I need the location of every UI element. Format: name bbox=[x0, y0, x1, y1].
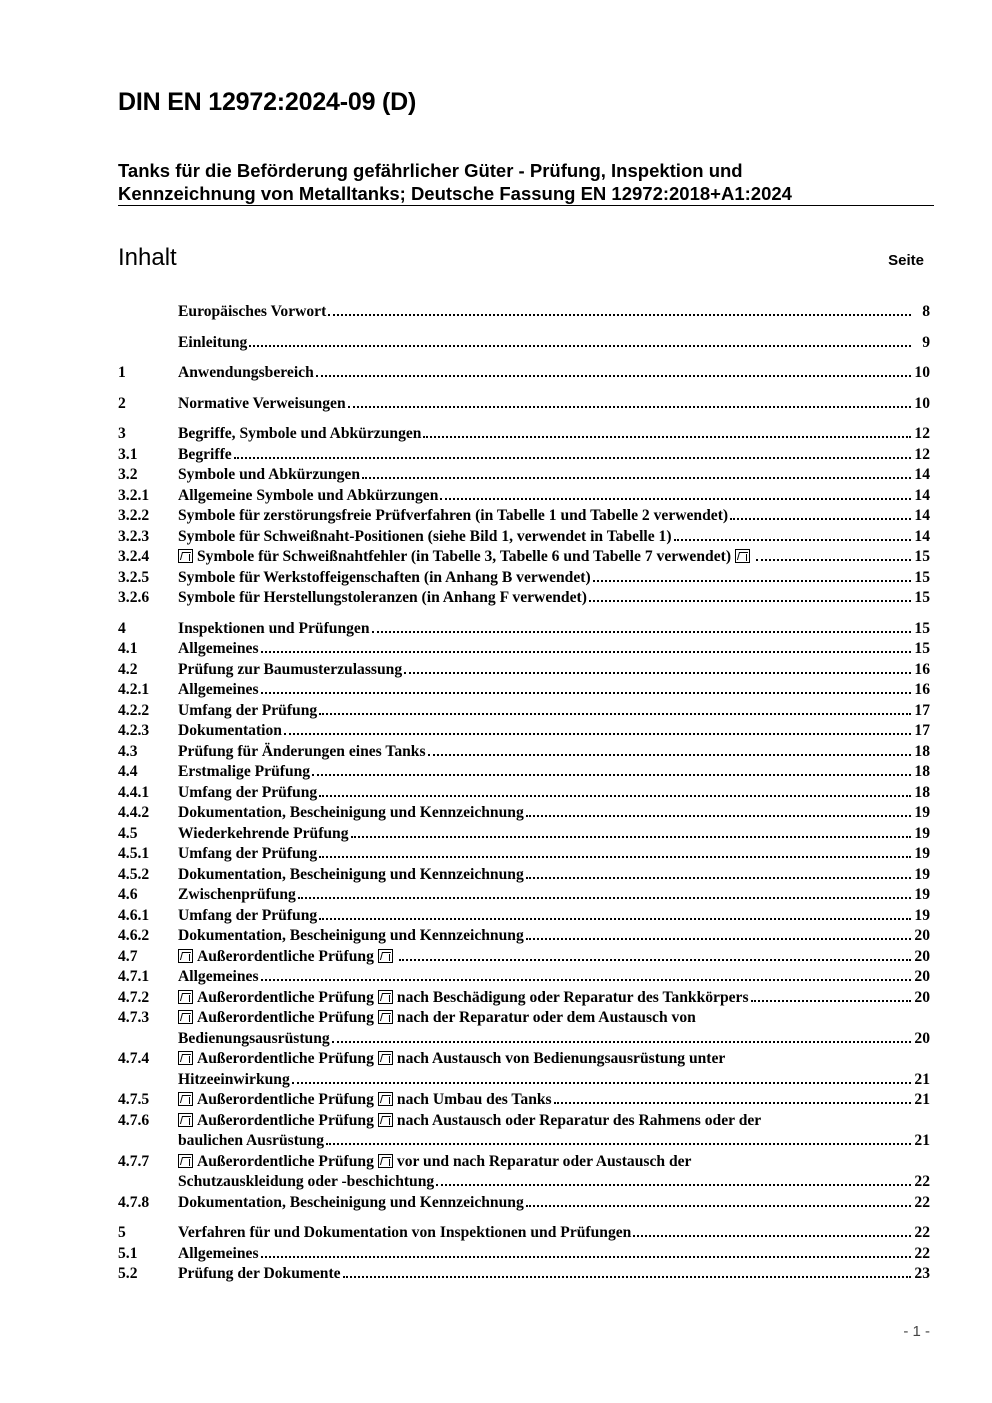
toc-page-number: 15 bbox=[914, 589, 930, 606]
toc-entry[interactable] bbox=[118, 486, 930, 507]
toc-entry-title: Einleitung bbox=[178, 333, 248, 351]
amendment-start-icon bbox=[178, 990, 193, 1004]
toc-leader-dots bbox=[261, 1256, 911, 1258]
toc-leader-dots bbox=[351, 836, 911, 838]
toc-entry-number: 4.6.1 bbox=[118, 906, 150, 924]
toc-entry[interactable] bbox=[118, 588, 930, 609]
toc-entry-title: Prüfung für Änderungen eines Tanks bbox=[178, 742, 426, 760]
toc-group-gap bbox=[118, 384, 930, 394]
toc-entry[interactable] bbox=[118, 906, 930, 927]
toc-page-number: 15 bbox=[914, 619, 930, 637]
toc-page-number: 23 bbox=[914, 1265, 930, 1282]
toc-entry-title: Außerordentliche Prüfung bbox=[197, 1111, 374, 1129]
toc-leader-dots bbox=[436, 1184, 911, 1186]
toc-entry[interactable] bbox=[118, 1049, 930, 1090]
toc-entry-title: Symbole für Schweißnahtfehler (in Tabelle 3, Tabelle 6 und Tabelle 7 verwendet) bbox=[197, 548, 732, 565]
toc-group-gap bbox=[118, 414, 930, 424]
toc-entry[interactable] bbox=[118, 844, 930, 865]
page-footer-number: - 1 - bbox=[903, 1323, 930, 1340]
amendment-start-icon bbox=[178, 1010, 193, 1024]
toc-leader-dots bbox=[332, 1041, 911, 1043]
toc-page-number: 21 bbox=[914, 1091, 930, 1108]
toc-page-number: 19 bbox=[914, 865, 930, 883]
amendment-start-icon bbox=[178, 1092, 193, 1106]
toc-leader-dots bbox=[316, 375, 911, 377]
toc-page-number: 10 bbox=[914, 394, 930, 412]
toc-entry[interactable] bbox=[118, 701, 930, 722]
toc-entry[interactable] bbox=[118, 885, 930, 906]
toc-entry[interactable] bbox=[118, 547, 930, 568]
toc-entry-title: Prüfung der Dokumente bbox=[178, 1265, 341, 1282]
toc-page-column-label: Seite bbox=[888, 252, 924, 269]
toc-leader-dots bbox=[674, 539, 911, 541]
amendment-start-icon bbox=[178, 1154, 193, 1168]
toc-entry-number: 4.4 bbox=[118, 763, 138, 780]
toc-entry-title: Symbole für Herstellungstoleranzen (in Anhang F verwendet) bbox=[178, 589, 587, 606]
amendment-start-icon bbox=[178, 1113, 193, 1127]
doc-title-line-1: Tanks für die Beförderung gefährlicher Güter - Prüfung, Inspektion und bbox=[118, 160, 743, 181]
toc-entry-number: 4.7 bbox=[118, 947, 138, 965]
toc-entry[interactable] bbox=[118, 803, 930, 824]
toc-entry-title: Symbole für Werkstoffeigenschaften (in Anhang B verwendet) bbox=[178, 568, 591, 586]
toc-entry[interactable] bbox=[118, 926, 930, 947]
toc-leader-dots bbox=[261, 651, 911, 653]
toc-leader-dots bbox=[404, 672, 911, 674]
toc-entry[interactable] bbox=[118, 639, 930, 660]
toc-page-number: 17 bbox=[914, 722, 930, 739]
toc-entry[interactable] bbox=[118, 1111, 930, 1152]
toc-entry-number: 5.1 bbox=[118, 1244, 138, 1262]
toc-entry-number: 4.7.6 bbox=[118, 1111, 150, 1129]
toc-leader-dots bbox=[328, 314, 911, 316]
toc-leader-dots bbox=[526, 938, 911, 940]
toc-entry-title-cont: nach der Reparatur oder dem Austausch von bbox=[396, 1009, 696, 1026]
toc-page-number: 19 bbox=[914, 804, 930, 821]
toc-leader-dots bbox=[362, 477, 911, 479]
toc-entry-number: 5.2 bbox=[118, 1265, 138, 1282]
amendment-end-icon bbox=[735, 549, 750, 563]
toc-page-number: 19 bbox=[914, 906, 930, 924]
toc-entry-number: 4.7.4 bbox=[118, 1050, 150, 1067]
toc-entry-number: 5 bbox=[118, 1224, 126, 1241]
toc-page-number: 8 bbox=[922, 303, 930, 320]
toc-entry-number: 2 bbox=[118, 394, 126, 412]
toc-entry[interactable] bbox=[118, 506, 930, 527]
amendment-end-icon bbox=[378, 990, 393, 1004]
toc-page-number: 22 bbox=[914, 1193, 930, 1211]
toc-entry-number: 3.2.1 bbox=[118, 486, 150, 504]
toc-entry-title: Wiederkehrende Prüfung bbox=[178, 824, 349, 842]
toc-entry-title: Außerordentliche Prüfung bbox=[197, 1091, 374, 1108]
toc-entry-title: Bedienungsausrüstung bbox=[178, 1029, 330, 1047]
toc-entry-title: Dokumentation, Bescheinigung und Kennzeichnung bbox=[178, 1193, 524, 1211]
toc-page-number: 12 bbox=[914, 425, 930, 442]
toc-leader-dots bbox=[249, 345, 911, 347]
title-divider bbox=[118, 205, 934, 206]
toc-group-gap bbox=[118, 609, 930, 619]
toc-entry-title-cont: nach Beschädigung oder Reparatur des Tankkörpers bbox=[396, 988, 749, 1006]
toc-page-number: 14 bbox=[914, 466, 930, 483]
toc-leader-dots bbox=[234, 457, 911, 459]
toc-entry-title: Allgemeines bbox=[178, 640, 259, 657]
toc-leader-dots bbox=[751, 1000, 911, 1002]
toc-page-number: 9 bbox=[922, 333, 930, 351]
toc-leader-dots bbox=[428, 754, 911, 756]
toc-leader-dots bbox=[292, 1082, 911, 1084]
toc-entry-title: Dokumentation, Bescheinigung und Kennzeichnung bbox=[178, 804, 524, 821]
toc-entry[interactable] bbox=[118, 394, 930, 415]
toc-page-number: 20 bbox=[914, 927, 930, 944]
toc-leader-dots bbox=[298, 897, 911, 899]
toc-entry-number: 4.7.2 bbox=[118, 988, 150, 1006]
toc-entry-title: Außerordentliche Prüfung bbox=[197, 1050, 374, 1067]
toc-entry-title-cont: nach Austausch oder Reparatur des Rahmens oder der bbox=[396, 1111, 762, 1129]
toc-entry-title: Allgemeines bbox=[178, 1244, 259, 1262]
toc-entry-number: 4.7.8 bbox=[118, 1193, 150, 1211]
toc-entry[interactable] bbox=[118, 424, 930, 445]
toc-leader-dots bbox=[633, 1235, 911, 1237]
toc-entry-title: Begriffe, Symbole und Abkürzungen bbox=[178, 425, 422, 442]
toc-leader-dots bbox=[319, 713, 911, 715]
toc-group-gap bbox=[118, 353, 930, 363]
toc-entry[interactable] bbox=[118, 947, 930, 968]
toc-entry-title: Umfang der Prüfung bbox=[178, 701, 318, 719]
toc-page-number: 22 bbox=[914, 1244, 930, 1262]
amendment-end-icon bbox=[378, 1113, 393, 1127]
toc-leader-dots bbox=[589, 600, 911, 602]
toc-entry-title: Dokumentation bbox=[178, 722, 282, 739]
table-of-contents bbox=[118, 302, 930, 1285]
toc-leader-dots bbox=[348, 406, 911, 408]
toc-page-number: 19 bbox=[914, 845, 930, 862]
toc-entry-title: Allgemeines bbox=[178, 681, 259, 698]
toc-entry-number: 4.7.3 bbox=[118, 1009, 150, 1026]
toc-leader-dots bbox=[526, 877, 911, 879]
toc-leader-dots bbox=[756, 559, 911, 561]
toc-entry-number: 4.7.5 bbox=[118, 1091, 150, 1108]
amendment-start-icon bbox=[178, 949, 193, 963]
toc-page-number: 20 bbox=[914, 947, 930, 965]
toc-page-number: 19 bbox=[914, 824, 930, 842]
toc-entry[interactable] bbox=[118, 988, 930, 1009]
toc-entry-title: Allgemeines bbox=[178, 968, 259, 985]
toc-entry-number: 3.2.5 bbox=[118, 568, 150, 586]
toc-leader-dots bbox=[326, 1143, 911, 1145]
toc-entry[interactable] bbox=[118, 680, 930, 701]
toc-entry[interactable] bbox=[118, 302, 930, 323]
toc-entry[interactable] bbox=[118, 1193, 930, 1214]
toc-entry[interactable] bbox=[118, 742, 930, 763]
toc-leader-dots bbox=[261, 692, 911, 694]
amendment-start-icon bbox=[178, 1051, 193, 1065]
toc-entry-number: 3.2.6 bbox=[118, 589, 150, 606]
toc-entry-title: Erstmalige Prüfung bbox=[178, 763, 311, 780]
toc-entry-title-cont: nach Umbau des Tanks bbox=[396, 1091, 552, 1108]
toc-entry-number: 3 bbox=[118, 425, 126, 442]
toc-entry-number: 4.5 bbox=[118, 824, 138, 842]
toc-entry[interactable] bbox=[118, 865, 930, 886]
toc-entry-number: 3.2 bbox=[118, 466, 138, 483]
toc-entry-number: 4.6 bbox=[118, 886, 138, 903]
toc-leader-dots bbox=[730, 518, 911, 520]
toc-entry[interactable] bbox=[118, 967, 930, 988]
toc-entry-number: 4.4.2 bbox=[118, 804, 150, 821]
toc-entry[interactable] bbox=[118, 1008, 930, 1049]
toc-page-number: 18 bbox=[914, 742, 930, 760]
toc-entry-title: Außerordentliche Prüfung bbox=[197, 1009, 374, 1026]
toc-entry[interactable] bbox=[118, 333, 930, 354]
toc-entry-title: Hitzeeinwirkung bbox=[178, 1070, 290, 1088]
toc-entry[interactable] bbox=[118, 619, 930, 640]
toc-entry[interactable] bbox=[118, 1090, 930, 1111]
toc-page-number: 19 bbox=[914, 886, 930, 903]
toc-entry[interactable] bbox=[118, 1223, 930, 1244]
toc-entry-number: 4.5.1 bbox=[118, 845, 150, 862]
toc-entry-title: Umfang der Prüfung bbox=[178, 906, 318, 924]
toc-page-number: 22 bbox=[914, 1173, 930, 1190]
toc-leader-dots bbox=[440, 498, 911, 500]
amendment-end-icon bbox=[378, 1051, 393, 1065]
toc-entry-number: 4.6.2 bbox=[118, 927, 150, 944]
toc-leader-dots bbox=[261, 979, 911, 981]
doc-id: DIN EN 12972:2024-09 (D) bbox=[118, 88, 417, 116]
toc-entry-title: Außerordentliche Prüfung bbox=[197, 1152, 374, 1170]
toc-page-number: 20 bbox=[914, 988, 930, 1006]
toc-page-number: 15 bbox=[914, 640, 930, 657]
toc-leader-dots bbox=[526, 815, 911, 817]
toc-entry-title: Außerordentliche Prüfung bbox=[197, 988, 374, 1006]
toc-entry-number: 4.2.3 bbox=[118, 722, 150, 739]
toc-entry-title: Anwendungsbereich bbox=[178, 364, 314, 381]
toc-entry-number: 3.2.4 bbox=[118, 548, 150, 565]
toc-page-number: 21 bbox=[914, 1132, 930, 1149]
toc-entry[interactable] bbox=[118, 783, 930, 804]
amendment-start-icon bbox=[178, 549, 193, 563]
toc-entry-number: 3.2.2 bbox=[118, 507, 150, 524]
toc-entry-number: 1 bbox=[118, 364, 126, 381]
toc-page-number: 14 bbox=[914, 507, 930, 524]
toc-entry-title: Symbole für zerstörungsfreie Prüfverfahren (in Tabelle 1 und Tabelle 2 verwendet) bbox=[178, 507, 729, 524]
toc-leader-dots bbox=[319, 918, 911, 920]
toc-heading: Inhalt bbox=[118, 244, 177, 271]
toc-entry-title: Zwischenprüfung bbox=[178, 886, 296, 903]
toc-entry-number: 3.1 bbox=[118, 445, 138, 463]
amendment-end-icon bbox=[378, 1010, 393, 1024]
toc-leader-dots bbox=[312, 774, 911, 776]
toc-entry-title: Inspektionen und Prüfungen bbox=[178, 619, 370, 637]
toc-entry[interactable] bbox=[118, 1152, 930, 1193]
toc-entry-number: 4.5.2 bbox=[118, 865, 150, 883]
toc-entry[interactable] bbox=[118, 465, 930, 486]
toc-page-number: 15 bbox=[914, 548, 930, 565]
toc-entry[interactable] bbox=[118, 721, 930, 742]
amendment-end-icon bbox=[378, 1092, 393, 1106]
toc-entry-title: Symbole für Schweißnaht-Positionen (siehe Bild 1, verwendet in Tabelle 1) bbox=[178, 527, 672, 545]
toc-entry[interactable] bbox=[118, 445, 930, 466]
toc-entry[interactable] bbox=[118, 568, 930, 589]
toc-page-number: 17 bbox=[914, 701, 930, 719]
toc-page-number: 18 bbox=[914, 783, 930, 801]
toc-entry-number: 4.3 bbox=[118, 742, 138, 760]
toc-page-number: 16 bbox=[914, 660, 930, 678]
toc-entry-number: 4 bbox=[118, 619, 126, 637]
toc-entry-number: 4.4.1 bbox=[118, 783, 150, 801]
toc-page-number: 12 bbox=[914, 445, 930, 463]
toc-leader-dots bbox=[554, 1102, 911, 1104]
toc-entry-title: Umfang der Prüfung bbox=[178, 845, 318, 862]
toc-leader-dots bbox=[284, 733, 911, 735]
toc-entry-number: 4.2.2 bbox=[118, 701, 150, 719]
toc-entry-title: baulichen Ausrüstung bbox=[178, 1132, 325, 1149]
toc-page-number: 21 bbox=[914, 1070, 930, 1088]
toc-entry[interactable] bbox=[118, 824, 930, 845]
toc-leader-dots bbox=[343, 1276, 911, 1278]
toc-entry[interactable] bbox=[118, 1244, 930, 1265]
toc-entry[interactable] bbox=[118, 762, 930, 783]
toc-entry-title: Verfahren für und Dokumentation von Inspektionen und Prüfungen bbox=[178, 1224, 632, 1241]
toc-leader-dots bbox=[593, 580, 911, 582]
toc-entry-number: 4.2.1 bbox=[118, 681, 150, 698]
toc-leader-dots bbox=[423, 436, 911, 438]
toc-leader-dots bbox=[399, 959, 911, 961]
toc-entry[interactable] bbox=[118, 660, 930, 681]
toc-entry-number: 4.2 bbox=[118, 660, 138, 678]
toc-page-number: 20 bbox=[914, 968, 930, 985]
toc-entry[interactable] bbox=[118, 527, 930, 548]
toc-entry[interactable] bbox=[118, 363, 930, 384]
toc-entry-title: Normative Verweisungen bbox=[178, 394, 346, 412]
toc-leader-dots bbox=[319, 856, 911, 858]
doc-title bbox=[118, 159, 938, 205]
toc-entry-number: 4.7.1 bbox=[118, 968, 150, 985]
toc-page-number: 18 bbox=[914, 763, 930, 780]
toc-leader-dots bbox=[319, 795, 911, 797]
toc-entry-title: Allgemeine Symbole und Abkürzungen bbox=[178, 486, 439, 504]
toc-entry-title: Prüfung zur Baumusterzulassung bbox=[178, 660, 403, 678]
toc-entry-title: Außerordentliche Prüfung bbox=[197, 947, 374, 965]
toc-page-number: 15 bbox=[914, 568, 930, 586]
toc-leader-dots bbox=[372, 631, 911, 633]
amendment-end-icon bbox=[378, 949, 393, 963]
toc-entry-title-cont: vor und nach Reparatur oder Austausch der bbox=[396, 1152, 692, 1170]
toc-entry[interactable] bbox=[118, 1264, 930, 1285]
toc-entry-title: Dokumentation, Bescheinigung und Kennzeichnung bbox=[178, 865, 524, 883]
toc-page-number: 20 bbox=[914, 1029, 930, 1047]
toc-entry-title: Europäisches Vorwort bbox=[178, 303, 327, 320]
amendment-end-icon bbox=[378, 1154, 393, 1168]
toc-entry-number: 4.7.7 bbox=[118, 1152, 150, 1170]
toc-entry-number: 4.1 bbox=[118, 640, 138, 657]
toc-entry-title: Begriffe bbox=[178, 445, 232, 463]
toc-page-number: 14 bbox=[914, 527, 930, 545]
toc-page-number: 22 bbox=[914, 1224, 930, 1241]
toc-entry-title-cont: nach Austausch von Bedienungsausrüstung unter bbox=[396, 1050, 726, 1067]
doc-title-line-2: Kennzeichnung von Metalltanks; Deutsche Fassung EN 12972:2018+A1:2024 bbox=[118, 183, 792, 204]
toc-entry-title: Dokumentation, Bescheinigung und Kennzeichnung bbox=[178, 927, 524, 944]
toc-page-number: 10 bbox=[914, 364, 930, 381]
toc-group-gap bbox=[118, 1213, 930, 1223]
toc-group-gap bbox=[118, 323, 930, 333]
toc-entry-title: Symbole und Abkürzungen bbox=[178, 466, 360, 483]
toc-page-number: 14 bbox=[914, 486, 930, 504]
toc-entry-title: Umfang der Prüfung bbox=[178, 783, 318, 801]
toc-leader-dots bbox=[526, 1205, 911, 1207]
toc-entry-title: Schutzauskleidung oder -beschichtung bbox=[178, 1173, 435, 1190]
toc-entry-number: 3.2.3 bbox=[118, 527, 150, 545]
toc-page-number: 16 bbox=[914, 681, 930, 698]
